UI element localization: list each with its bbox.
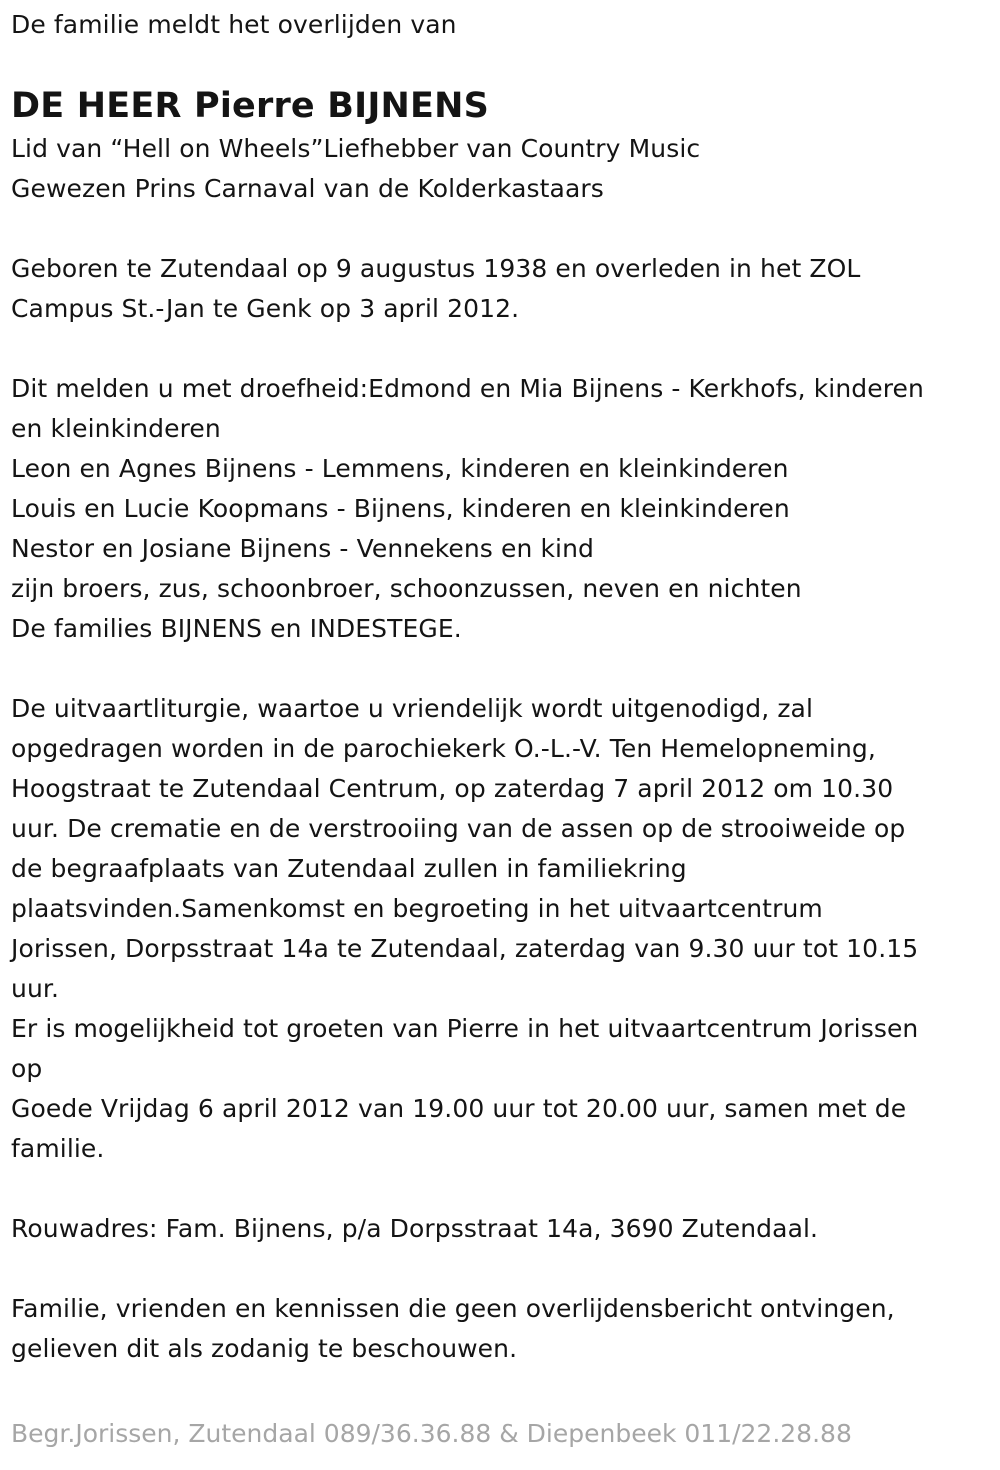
obituary-notice (11, 0, 991, 1369)
funeral-line: Goede Vrijdag 6 april 2012 van 19.00 uur tot 20.00 uur, samen met de (11, 1094, 907, 1123)
subtitle-line: Gewezen Prins Carnaval van de Kolderkastaars (11, 174, 604, 203)
intro-text: De familie meldt het overlijden van (11, 10, 457, 39)
funeral-line: de begraafplaats van Zutendaal zullen in familiekring (11, 854, 687, 883)
funeral-line: plaatsvinden.Samenkomst en begroeting in het uitvaartcentrum (11, 894, 823, 923)
funeral-line: Hoogstraat te Zutendaal Centrum, op zaterdag 7 april 2012 om 10.30 (11, 774, 894, 803)
funeral-home-footer: Begr.Jorissen, Zutendaal 089/36.36.88 & Diepenbeek 011/22.28.88 (11, 1419, 852, 1448)
funeral-line: op (11, 1054, 43, 1083)
funeral-line: uur. De crematie en de verstrooiing van de assen op de strooiweide op (11, 814, 906, 843)
mourner-line: Leon en Agnes Bijnens - Lemmens, kinderen en kleinkinderen (11, 454, 789, 483)
funeral-line: uur. (11, 974, 60, 1003)
notice-block (11, 1289, 991, 1369)
notice-line: Familie, vrienden en kennissen die geen overlijdensbericht ontvingen, (11, 1294, 895, 1323)
mourning-address: Rouwadres: Fam. Bijnens, p/a Dorpsstraat 14a, 3690 Zutendaal. (11, 1214, 819, 1243)
funeral-line: De uitvaartliturgie, waartoe u vriendelijk wordt uitgenodigd, zal (11, 694, 814, 723)
subtitle-line: Lid van “Hell on Wheels”Liefhebber van Country Music (11, 134, 701, 163)
subtitle-block (11, 129, 991, 209)
mourner-line: De families BIJNENS en INDESTEGE. (11, 614, 462, 643)
funeral-line: familie. (11, 1134, 105, 1163)
funeral-line: Jorissen, Dorpsstraat 14a te Zutendaal, zaterdag van 9.30 uur tot 10.15 (11, 934, 919, 963)
notice-line: gelieven dit als zodanig te beschouwen. (11, 1334, 518, 1363)
funeral-details-block (11, 689, 991, 1169)
birth-death-block (11, 249, 991, 329)
mourner-line: Dit melden u met droefheid:Edmond en Mia Bijnens - Kerkhofs, kinderen (11, 374, 924, 403)
mourners-block (11, 369, 991, 649)
mourner-line: en kleinkinderen (11, 414, 221, 443)
mourner-line: zijn broers, zus, schoonbroer, schoonzussen, neven en nichten (11, 574, 802, 603)
mourner-line: Nestor en Josiane Bijnens - Vennekens en kind (11, 534, 594, 563)
birth-line: Geboren te Zutendaal op 9 augustus 1938 en overleden in het ZOL (11, 254, 861, 283)
funeral-line: Er is mogelijkheid tot groeten van Pierre in het uitvaartcentrum Jorissen (11, 1014, 919, 1043)
deceased-name: DE HEER Pierre BIJNENS (11, 86, 490, 126)
mourner-line: Louis en Lucie Koopmans - Bijnens, kinderen en kleinkinderen (11, 494, 790, 523)
birth-line: Campus St.-Jan te Genk op 3 april 2012. (11, 294, 520, 323)
funeral-line: opgedragen worden in de parochiekerk O.-L.-V. Ten Hemelopneming, (11, 734, 876, 763)
